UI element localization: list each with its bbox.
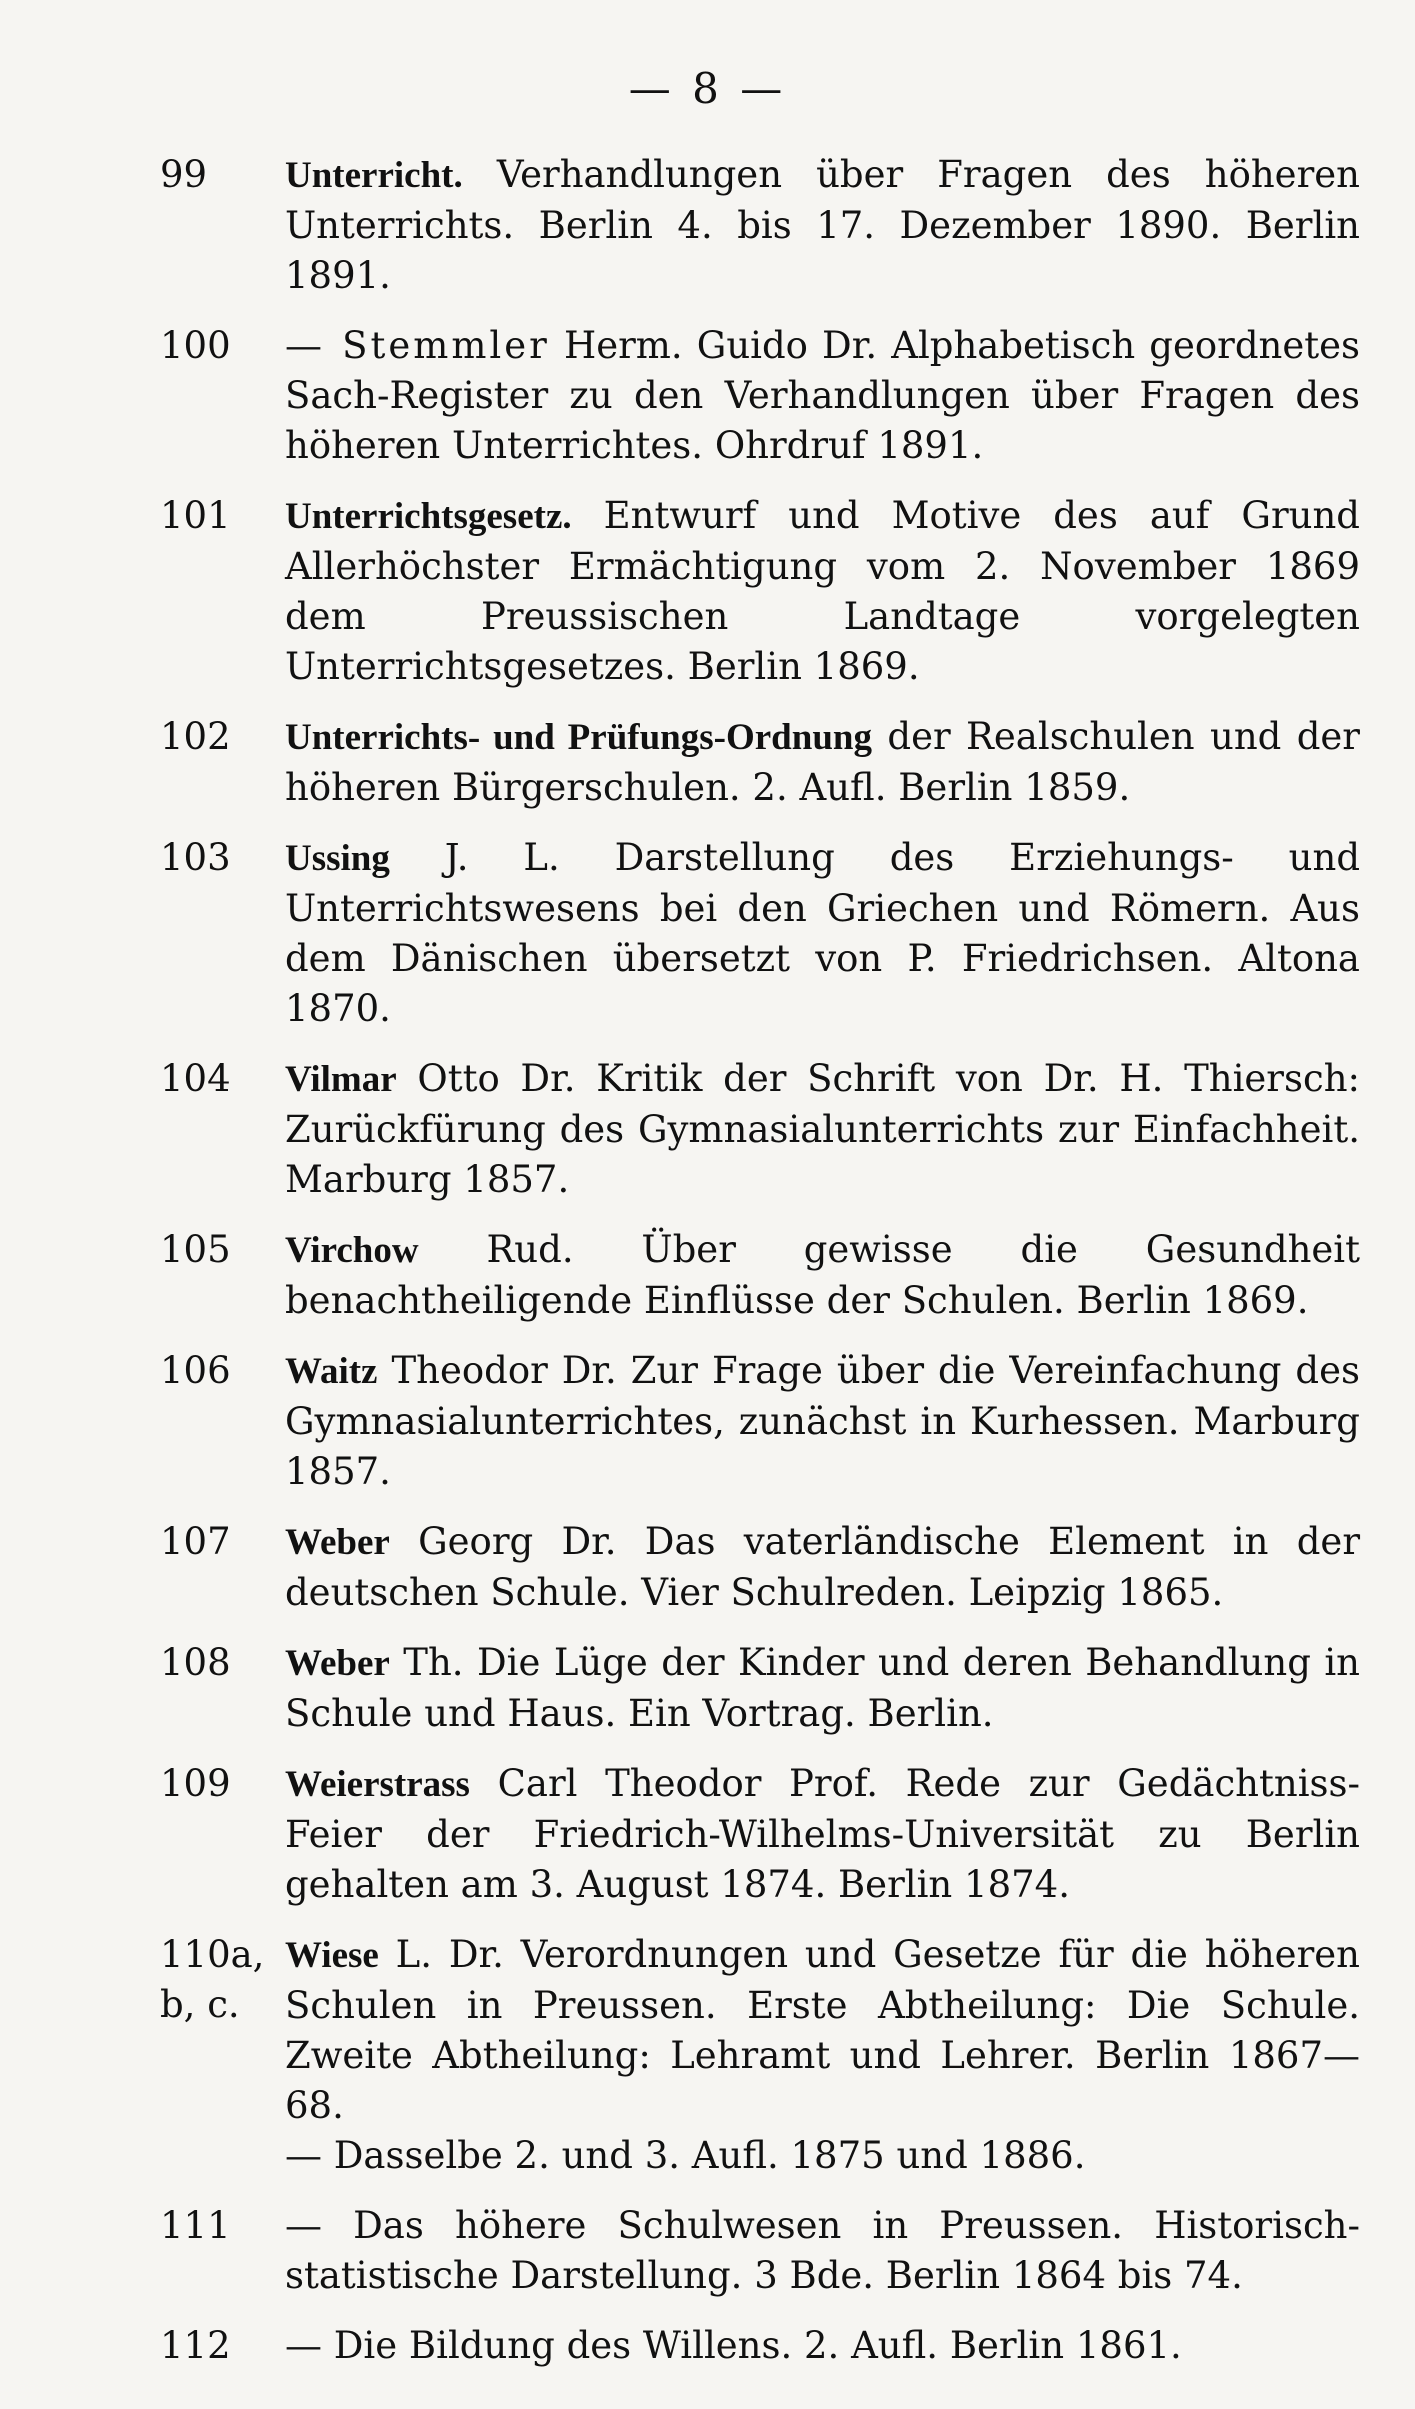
list-item bbox=[160, 1759, 1360, 1910]
entry-text: der Realschulen und der höheren Bürgerschulen. 2. Aufl. Berlin 1859. bbox=[285, 715, 1360, 809]
entry-author: Vilmar bbox=[285, 1059, 397, 1100]
page-number: — 8 — bbox=[628, 64, 787, 113]
entry-text: L. Dr. Verordnungen und Gesetze für die höheren Schulen in Preussen. Erste Abtheilung: Die Schule. Zweite Abtheilung: Lehramt und Lehrer. Berlin 1867—68. bbox=[285, 1933, 1360, 2127]
entry-text: Die Bildung des Willens. 2. Aufl. Berlin 1861. bbox=[333, 2324, 1182, 2367]
entry-author: Weber bbox=[285, 1643, 390, 1684]
entry-text: Rud. Über gewisse die Gesundheit benachtheiligende Einflüsse der Schulen. Berlin 1869. bbox=[285, 1228, 1360, 1322]
entry-text: Entwurf und Motive des auf Grund Allerhöchster Ermächtigung vom 2. November 1869 dem Preussischen Landtage vorgelegten Unterrichtsgesetzes. Berlin 1869. bbox=[285, 494, 1360, 688]
entry-number: 110a, b, c. bbox=[160, 1933, 265, 2026]
entry-text: Carl Theodor Prof. Rede zur Gedächtniss-Feier der Friedrich-Wilhelms-Universität zu Berlin gehalten am 3. August 1874. Berlin 1874. bbox=[285, 1762, 1360, 1906]
entry-number: 111 bbox=[160, 2204, 231, 2247]
entry-number: 107 bbox=[160, 1520, 231, 1563]
entry-number: 106 bbox=[160, 1349, 231, 1392]
bibliography-list bbox=[160, 150, 1360, 2391]
entry-author: Unterrichts- und Prüfungs-Ordnung bbox=[285, 717, 872, 758]
entry-author: Weierstrass bbox=[285, 1764, 470, 1805]
entry-author: — Stemmler bbox=[285, 324, 550, 367]
entry-text: Verhandlungen über Fragen des höheren Unterrichts. Berlin 4. bis 17. Dezember 1890. Berlin 1891. bbox=[285, 153, 1360, 297]
list-item bbox=[160, 321, 1360, 471]
entry-text: Georg Dr. Das vaterländische Element in der deutschen Schule. Vier Schulreden. Leipzig 1865. bbox=[285, 1520, 1361, 1614]
entry-author: Unterricht. bbox=[285, 155, 463, 196]
entry-author: Waitz bbox=[285, 1351, 378, 1392]
list-item bbox=[160, 1346, 1360, 1497]
entry-text: Herm. Guido Dr. Alphabetisch geordnetes Sach-Register zu den Verhandlungen über Fragen des höheren Unterrichtes. Ohrdruf 1891. bbox=[285, 324, 1360, 467]
entry-author: Virchow bbox=[285, 1230, 419, 1271]
list-item bbox=[160, 1930, 1360, 2181]
entry-author: Unterrichtsgesetz. bbox=[285, 496, 572, 537]
entry-number: 109 bbox=[160, 1762, 231, 1805]
list-item bbox=[160, 833, 1360, 1034]
entry-text: Otto Dr. Kritik der Schrift von Dr. H. Thiersch: Zurückfürung des Gymnasialunterrichts zur Einfachheit. Marburg 1857. bbox=[285, 1057, 1360, 1201]
entry-number: 105 bbox=[160, 1228, 231, 1271]
list-item bbox=[160, 2201, 1360, 2301]
entry-number: 99 bbox=[160, 153, 208, 196]
entry-text: J. L. Darstellung des Erziehungs- und Unterrichtswesens bei den Griechen und Römern. Aus dem Dänischen übersetzt von P. Friedrichsen. Altona 1870. bbox=[285, 836, 1361, 1030]
entry-number: 108 bbox=[160, 1641, 231, 1684]
entry-number: 104 bbox=[160, 1057, 231, 1100]
entry-author: Ussing bbox=[285, 838, 390, 879]
entry-author: Weber bbox=[285, 1522, 390, 1563]
entry-text: Das höhere Schulwesen in Preussen. Historisch-statistische Darstellung. 3 Bde. Berlin 1864 bis 74. bbox=[285, 2204, 1360, 2297]
entry-number: 112 bbox=[160, 2324, 231, 2367]
list-item bbox=[160, 491, 1360, 692]
entry-number: 103 bbox=[160, 836, 231, 879]
entry-text: Theodor Dr. Zur Frage über die Vereinfachung des Gymnasialunterrichtes, zunächst in Kurhessen. Marburg 1857. bbox=[285, 1349, 1360, 1493]
list-item bbox=[160, 150, 1360, 301]
entry-author: — bbox=[285, 2324, 322, 2367]
list-item bbox=[160, 1054, 1360, 1205]
list-item bbox=[160, 712, 1360, 813]
entry-number: 100 bbox=[160, 324, 231, 367]
entry-subnote: — Dasselbe 2. und 3. Aufl. 1875 und 1886. bbox=[285, 2134, 1086, 2177]
list-item bbox=[160, 2321, 1360, 2371]
entry-text: Th. Die Lüge der Kinder und deren Behandlung in Schule und Haus. Ein Vortrag. Berlin. bbox=[285, 1641, 1360, 1735]
entry-number: 101 bbox=[160, 494, 231, 537]
entry-author: Wiese bbox=[285, 1935, 379, 1976]
entry-number: 102 bbox=[160, 715, 231, 758]
list-item bbox=[160, 1517, 1360, 1618]
list-item bbox=[160, 1638, 1360, 1739]
list-item bbox=[160, 1225, 1360, 1326]
entry-author: — bbox=[285, 2204, 322, 2247]
